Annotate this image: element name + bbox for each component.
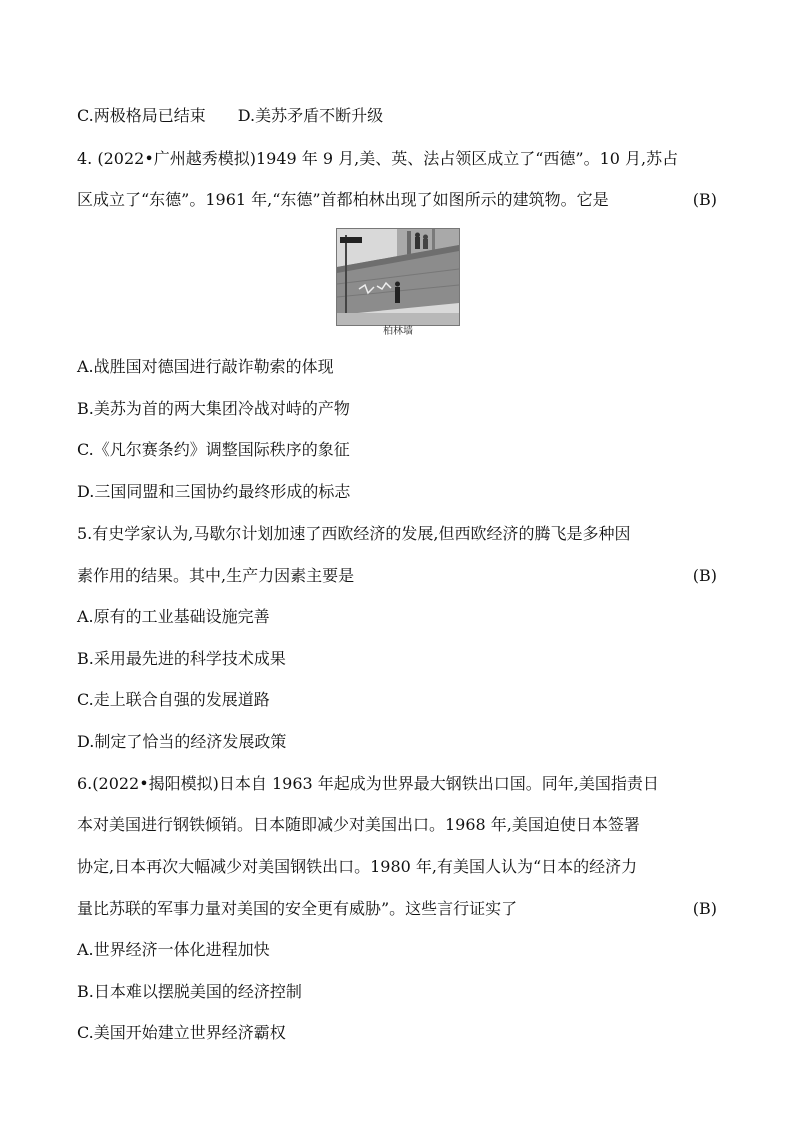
q6-stem-line-3: 协定,日本再次大幅减少对美国钢铁出口。1980 年,有美国人认为“日本的经济力 bbox=[77, 857, 638, 876]
q6-stem-line-4: 量比苏联的军事力量对美国的安全更有威胁”。这些言行证实了 bbox=[77, 899, 518, 918]
q3-option-c: C.两极格局已结束 bbox=[77, 106, 206, 125]
q4-answer: (B) bbox=[692, 190, 717, 209]
q6-option-a: A.世界经济一体化进程加快 bbox=[77, 940, 270, 959]
q5-option-d: D.制定了恰当的经济发展政策 bbox=[77, 732, 287, 751]
q5-option-c: C.走上联合自强的发展道路 bbox=[77, 690, 270, 709]
q6-stem-line-2: 本对美国进行钢铁倾销。日本随即减少对美国出口。1968 年,美国迫使日本签署 bbox=[77, 815, 640, 834]
q4-option-d: D.三国同盟和三国协约最终形成的标志 bbox=[77, 482, 351, 501]
q4-option-c: C.《凡尔赛条约》调整国际秩序的象征 bbox=[77, 440, 350, 459]
q4-stem-line-2: 区成立了“东德”。1961 年,“东德”首都柏林出现了如图所示的建筑物。它是 bbox=[77, 190, 609, 209]
q5-option-b: B.采用最先进的科学技术成果 bbox=[77, 649, 286, 668]
q4-option-b: B.美苏为首的两大集团冷战对峙的产物 bbox=[77, 399, 350, 418]
q5-option-a: A.原有的工业基础设施完善 bbox=[77, 607, 270, 626]
q4-option-a: A.战胜国对德国进行敲诈勒索的体现 bbox=[77, 357, 334, 376]
figure-caption: 柏林墙 bbox=[383, 326, 413, 337]
berlin-wall-photo bbox=[336, 228, 460, 326]
q6-option-c: C.美国开始建立世界经济霸权 bbox=[77, 1023, 286, 1042]
q5-stem-line-2: 素作用的结果。其中,生产力因素主要是 bbox=[77, 566, 355, 585]
q6-stem-line-1: 6.(2022•揭阳模拟)日本自 1963 年起成为世界最大钢铁出口国。同年,美国指责日 bbox=[77, 774, 659, 793]
q4-stem-line-1: 4. (2022•广州越秀模拟)1949 年 9 月,美、英、法占领区成立了“西德”。10 月,苏占 bbox=[77, 149, 679, 168]
q3-options-cd bbox=[77, 105, 717, 127]
q5-stem-line-1: 5.有史学家认为,马歇尔计划加速了西欧经济的发展,但西欧经济的腾飞是多种因 bbox=[77, 524, 631, 543]
q5-answer: (B) bbox=[692, 566, 717, 585]
q3-option-d: D.美苏矛盾不断升级 bbox=[237, 106, 384, 125]
q6-answer: (B) bbox=[692, 899, 717, 918]
q6-option-b: B.日本难以摆脱美国的经济控制 bbox=[77, 982, 302, 1001]
